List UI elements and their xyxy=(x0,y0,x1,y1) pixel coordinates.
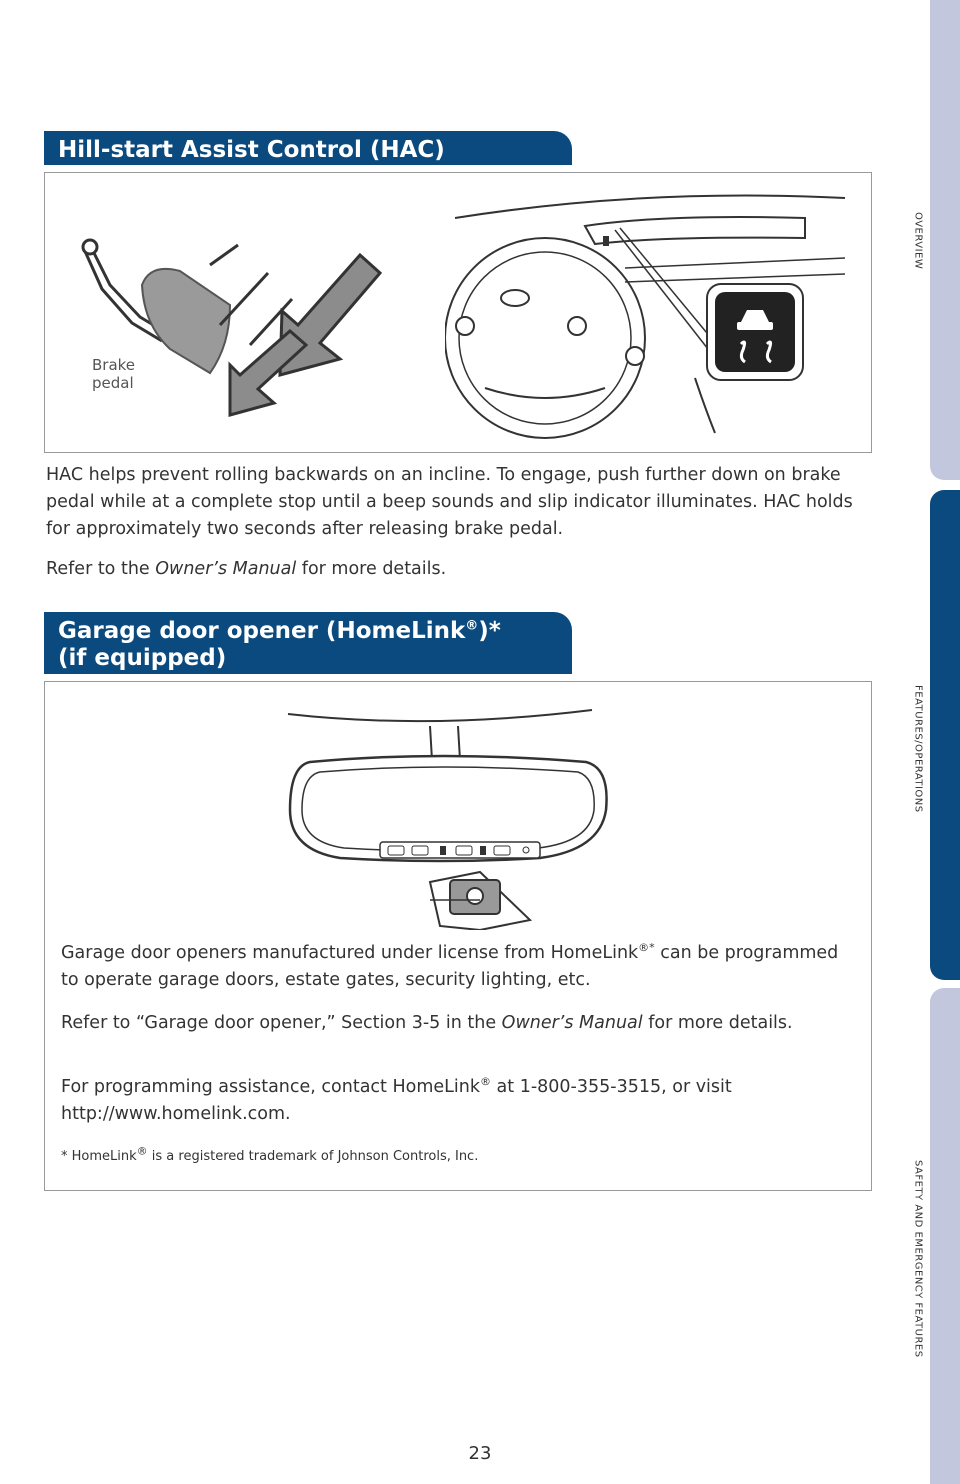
footnote-sup: ® xyxy=(136,1144,148,1158)
garage-p1 xyxy=(61,940,861,994)
hac-refer-manual: Owner’s Manual xyxy=(155,559,297,579)
hac-refer-suffix: for more details. xyxy=(296,559,447,579)
garage-p3-prefix: For programming assistance, contact HomeLink xyxy=(61,1077,480,1097)
garage-p2-suffix: for more details. xyxy=(642,1013,793,1033)
garage-p2-prefix: Refer to “Garage door opener,” Section 3-5 in the xyxy=(61,1013,502,1033)
hac-description: HAC helps prevent rolling backwards on an incline. To engage, push further down on brake pedal while at a complete stop until a beep sounds and slip indicator illuminates. HAC holds for approximately two seconds after releasing brake pedal. xyxy=(46,465,853,539)
hac-refer-prefix: Refer to the xyxy=(46,559,156,579)
garage-p2-manual: Owner’s Manual xyxy=(501,1013,643,1033)
rearview-mirror-illustration xyxy=(280,700,610,930)
garage-p1-suffix: can be programmed to operate garage doors, estate gates, security lighting, etc. xyxy=(61,943,839,990)
garage-section-title xyxy=(44,612,572,674)
garage-p1-sup: ®* xyxy=(638,941,655,955)
nav-tab-features[interactable] xyxy=(930,490,960,980)
garage-title-suffix: )* xyxy=(478,618,501,644)
nav-label-features-text: FEATURES/OPERATIONS xyxy=(912,685,924,813)
nav-tab-safety[interactable] xyxy=(930,988,960,1484)
nav-label-safety-text: SAFETY AND EMERGENCY FEATURES xyxy=(912,1160,924,1358)
nav-tab-overview[interactable] xyxy=(930,0,960,480)
nav-label-overview-text: OVERVIEW xyxy=(912,212,924,270)
garage-title-prefix: Garage door opener (HomeLink xyxy=(58,618,466,644)
hac-title-text: Hill-start Assist Control (HAC) xyxy=(58,137,445,163)
garage-title-line1 xyxy=(58,618,572,645)
page-number: 23 xyxy=(468,1443,492,1464)
garage-p3 xyxy=(61,1074,861,1128)
garage-p1-prefix: Garage door openers manufactured under license from HomeLink xyxy=(61,943,639,963)
brake-pedal-illustration xyxy=(70,225,400,435)
dashboard-illustration xyxy=(445,178,865,440)
footnote-prefix: * HomeLink xyxy=(61,1149,137,1164)
brake-label-line2: pedal xyxy=(92,374,134,392)
brake-label-line1: Brake xyxy=(92,356,136,374)
garage-title-line2: (if equipped) xyxy=(58,645,227,671)
brake-pedal-label xyxy=(92,356,135,392)
garage-p2 xyxy=(61,1010,861,1037)
footnote-suffix: is a registered trademark of Johnson Controls, Inc. xyxy=(147,1149,479,1164)
garage-p3-sup: ® xyxy=(479,1075,491,1089)
garage-title-reg: ® xyxy=(465,618,479,634)
garage-p3-suffix: at 1-800-355-3515, or visit http://www.homelink.com. xyxy=(61,1077,732,1124)
hac-refer xyxy=(46,556,866,583)
garage-footnote xyxy=(61,1144,861,1167)
hac-section-title xyxy=(44,131,572,165)
